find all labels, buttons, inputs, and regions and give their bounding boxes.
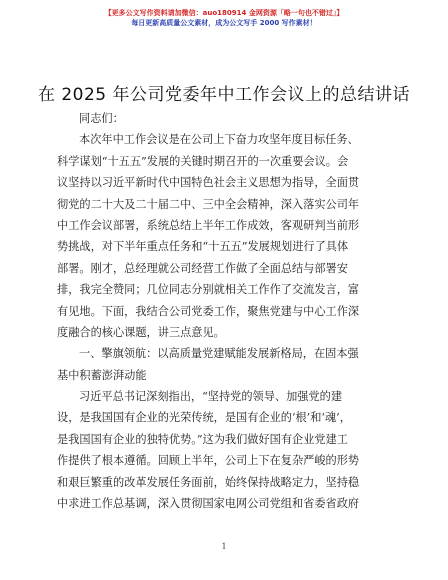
body-text-line: 势挑战，对下半年重点任务和“十五五”发展规划进行了具体 <box>57 240 349 254</box>
body-text-line: 设，是我国国有企业的光荣传统，是国有企业的‘根’和‘魂’， <box>57 411 351 425</box>
body-text-line: 习近平总书记深刻指出，“坚持党的领导、加强党的建 <box>79 390 343 404</box>
body-text-line: 一、擎旗领航：以高质量党建赋能发展新格局，在固本强 <box>79 347 359 361</box>
body-text-line: 是我国国有企业的独特优势。”这为我们做好国有企业党建工 <box>57 432 348 446</box>
header-banner <box>0 8 448 28</box>
body-text-line: 和艰巨繁重的改革发展任务面前，始终保持战略定力，坚持稳 <box>57 475 360 489</box>
page-number: 1 <box>221 542 227 551</box>
body-text-line: 基中积蓄澎湃动能 <box>57 368 147 382</box>
body-text-line: 彻党的二十大及二十届二中、三中全会精神，深入落实公司年 <box>57 197 360 211</box>
body-text-line: 科学谋划“十五五”发展的关键时期召开的一次重要会议。会 <box>57 154 349 168</box>
body-text-line: 有见地。下面，我结合公司党委工作，聚焦党建与中心工作深 <box>57 304 360 318</box>
document-body <box>57 108 391 514</box>
body-text-line: 作提供了根本遵循。回顾上半年，公司上下在复杂严峻的形势 <box>57 454 360 468</box>
body-text-line: 本次年中工作会议是在公司上下奋力攻坚年度目标任务、 <box>79 133 359 147</box>
body-text-line: 中求进工作总基调，深入贯彻国家电网公司党组和省委省政府 <box>57 497 360 511</box>
body-text-line: 同志们： <box>79 112 124 125</box>
banner-line-2: 每日更新高质量公文素材，成为公文写手 2000 写作素材！ <box>131 19 317 27</box>
body-text-line: 度融合的核心课题，讲三点意见。 <box>57 325 225 339</box>
body-text-line: 议坚持以习近平新时代中国特色社会主义思想为指导，全面贯 <box>57 176 360 190</box>
body-text-line: 部署。刚才，总经理就公司经营工作做了全面总结与部署安 <box>57 261 348 275</box>
banner-line-1: 【更多公文写作资料请加微信：auo180914 金网资源「略一句也不错过」】 <box>104 9 344 17</box>
body-text-line: 排，我完全赞同；几位同志分别就相关工作作了交流发言，富 <box>57 283 360 297</box>
document-title: 在 2025 年公司党委年中工作会议上的总结讲话 <box>37 85 411 105</box>
body-text-line: 中工作会议部署，系统总结上半年工作成效，客观研判当前形 <box>57 218 360 232</box>
